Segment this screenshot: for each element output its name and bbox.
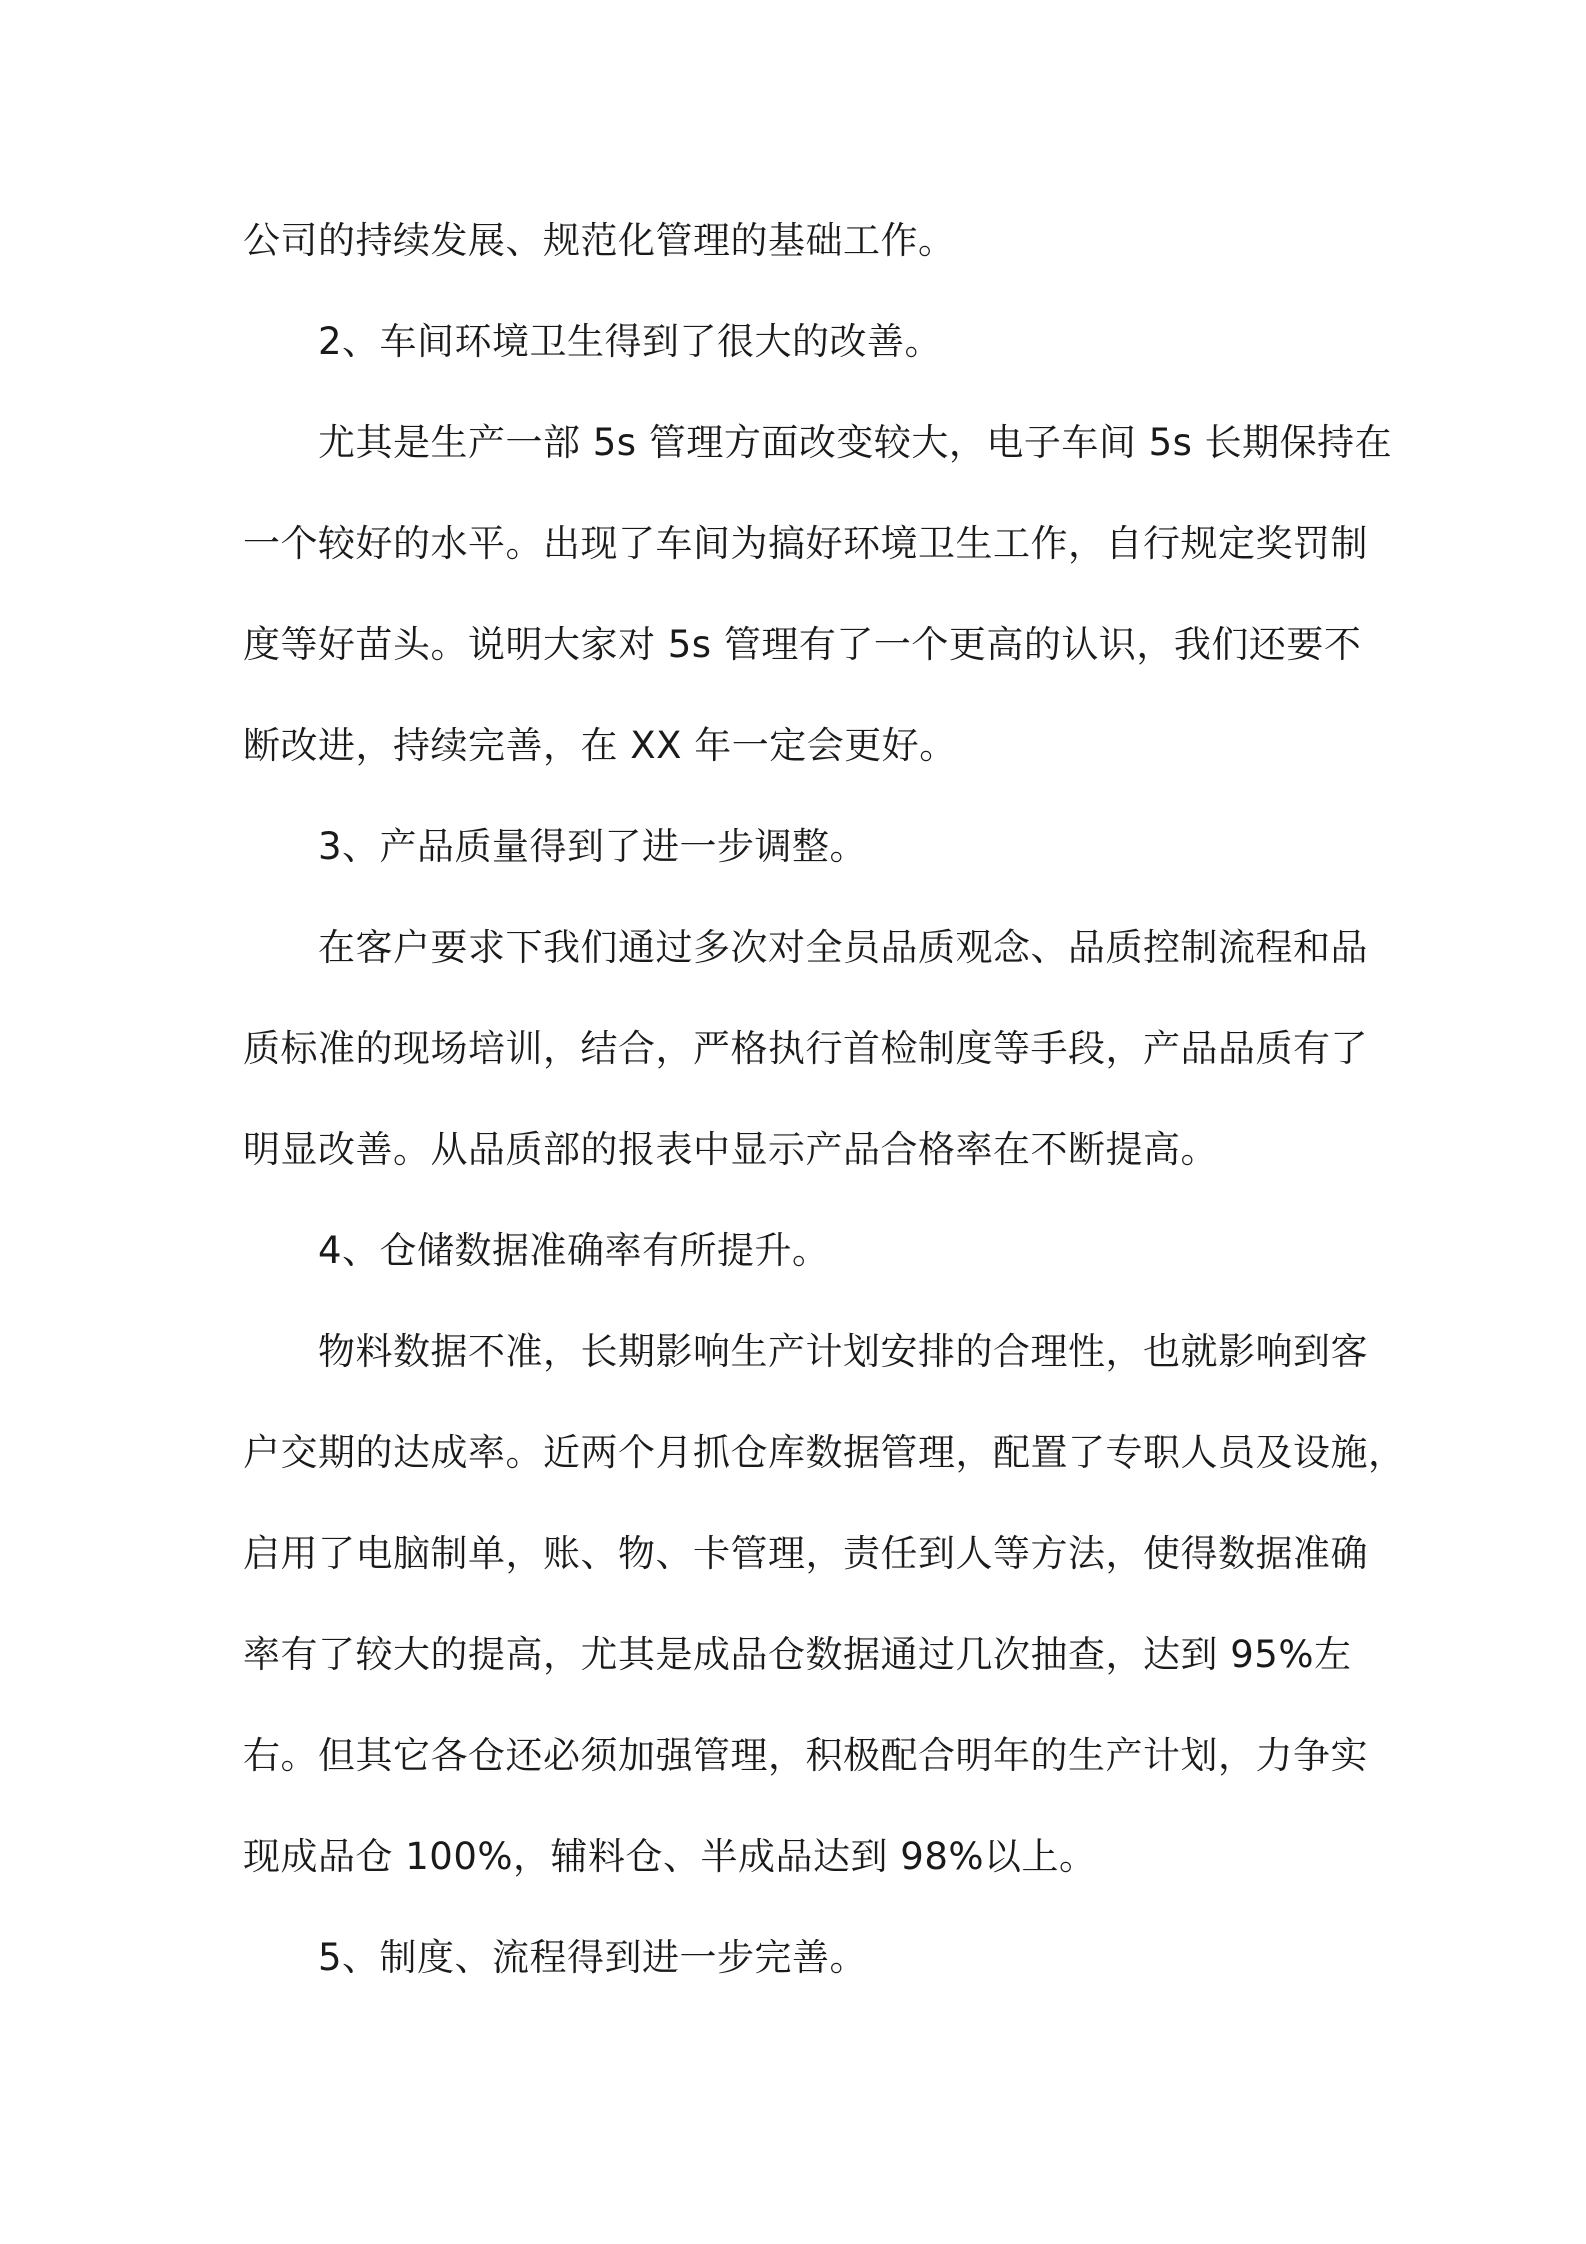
text-line: 度等好苗头。说明大家对 5s 管理有了一个更高的认识，我们还要不 [243,623,1362,666]
text-line: 明显改善。从品质部的报表中显示产品合格率在不断提高。 [243,1128,1218,1171]
text-line: 现成品仓 100%，辅料仓、半成品达到 98%以上。 [243,1835,1097,1878]
text-line: 尤其是生产一部 5s 管理方面改变较大，电子车间 5s 长期保持在 [318,421,1393,464]
section-heading-3: 3、产品质量得到了进一步调整。 [318,825,868,868]
text-line: 一个较好的水平。出现了车间为搞好环境卫生工作，自行规定奖罚制 [243,522,1368,565]
section-heading-4: 4、仓储数据准确率有所提升。 [318,1229,830,1272]
text-line: 率有了较大的提高，尤其是成品仓数据通过几次抽查，达到 95%左 [243,1633,1352,1676]
text-line: 物料数据不准，长期影响生产计划安排的合理性，也就影响到客 [318,1330,1368,1373]
text-line: 启用了电脑制单，账、物、卡管理，责任到人等方法，使得数据准确 [243,1532,1368,1575]
section-heading-5: 5、制度、流程得到进一步完善。 [318,1936,868,1979]
document-body [243,190,1406,2008]
text-line: 在客户要求下我们通过多次对全员品质观念、品质控制流程和品 [318,926,1368,969]
text-line: 户交期的达成率。近两个月抓仓库数据管理，配置了专职人员及设施， [243,1431,1406,1474]
section-heading-2: 2、车间环境卫生得到了很大的改善。 [318,320,943,363]
text-line: 断改进，持续完善，在 XX 年一定会更好。 [243,724,957,767]
text-line: 质标准的现场培训，结合，严格执行首检制度等手段，产品品质有了 [243,1027,1368,1070]
text-line: 公司的持续发展、规范化管理的基础工作。 [243,219,956,262]
text-line: 右。但其它各仓还必须加强管理，积极配合明年的生产计划，力争实 [243,1734,1368,1777]
